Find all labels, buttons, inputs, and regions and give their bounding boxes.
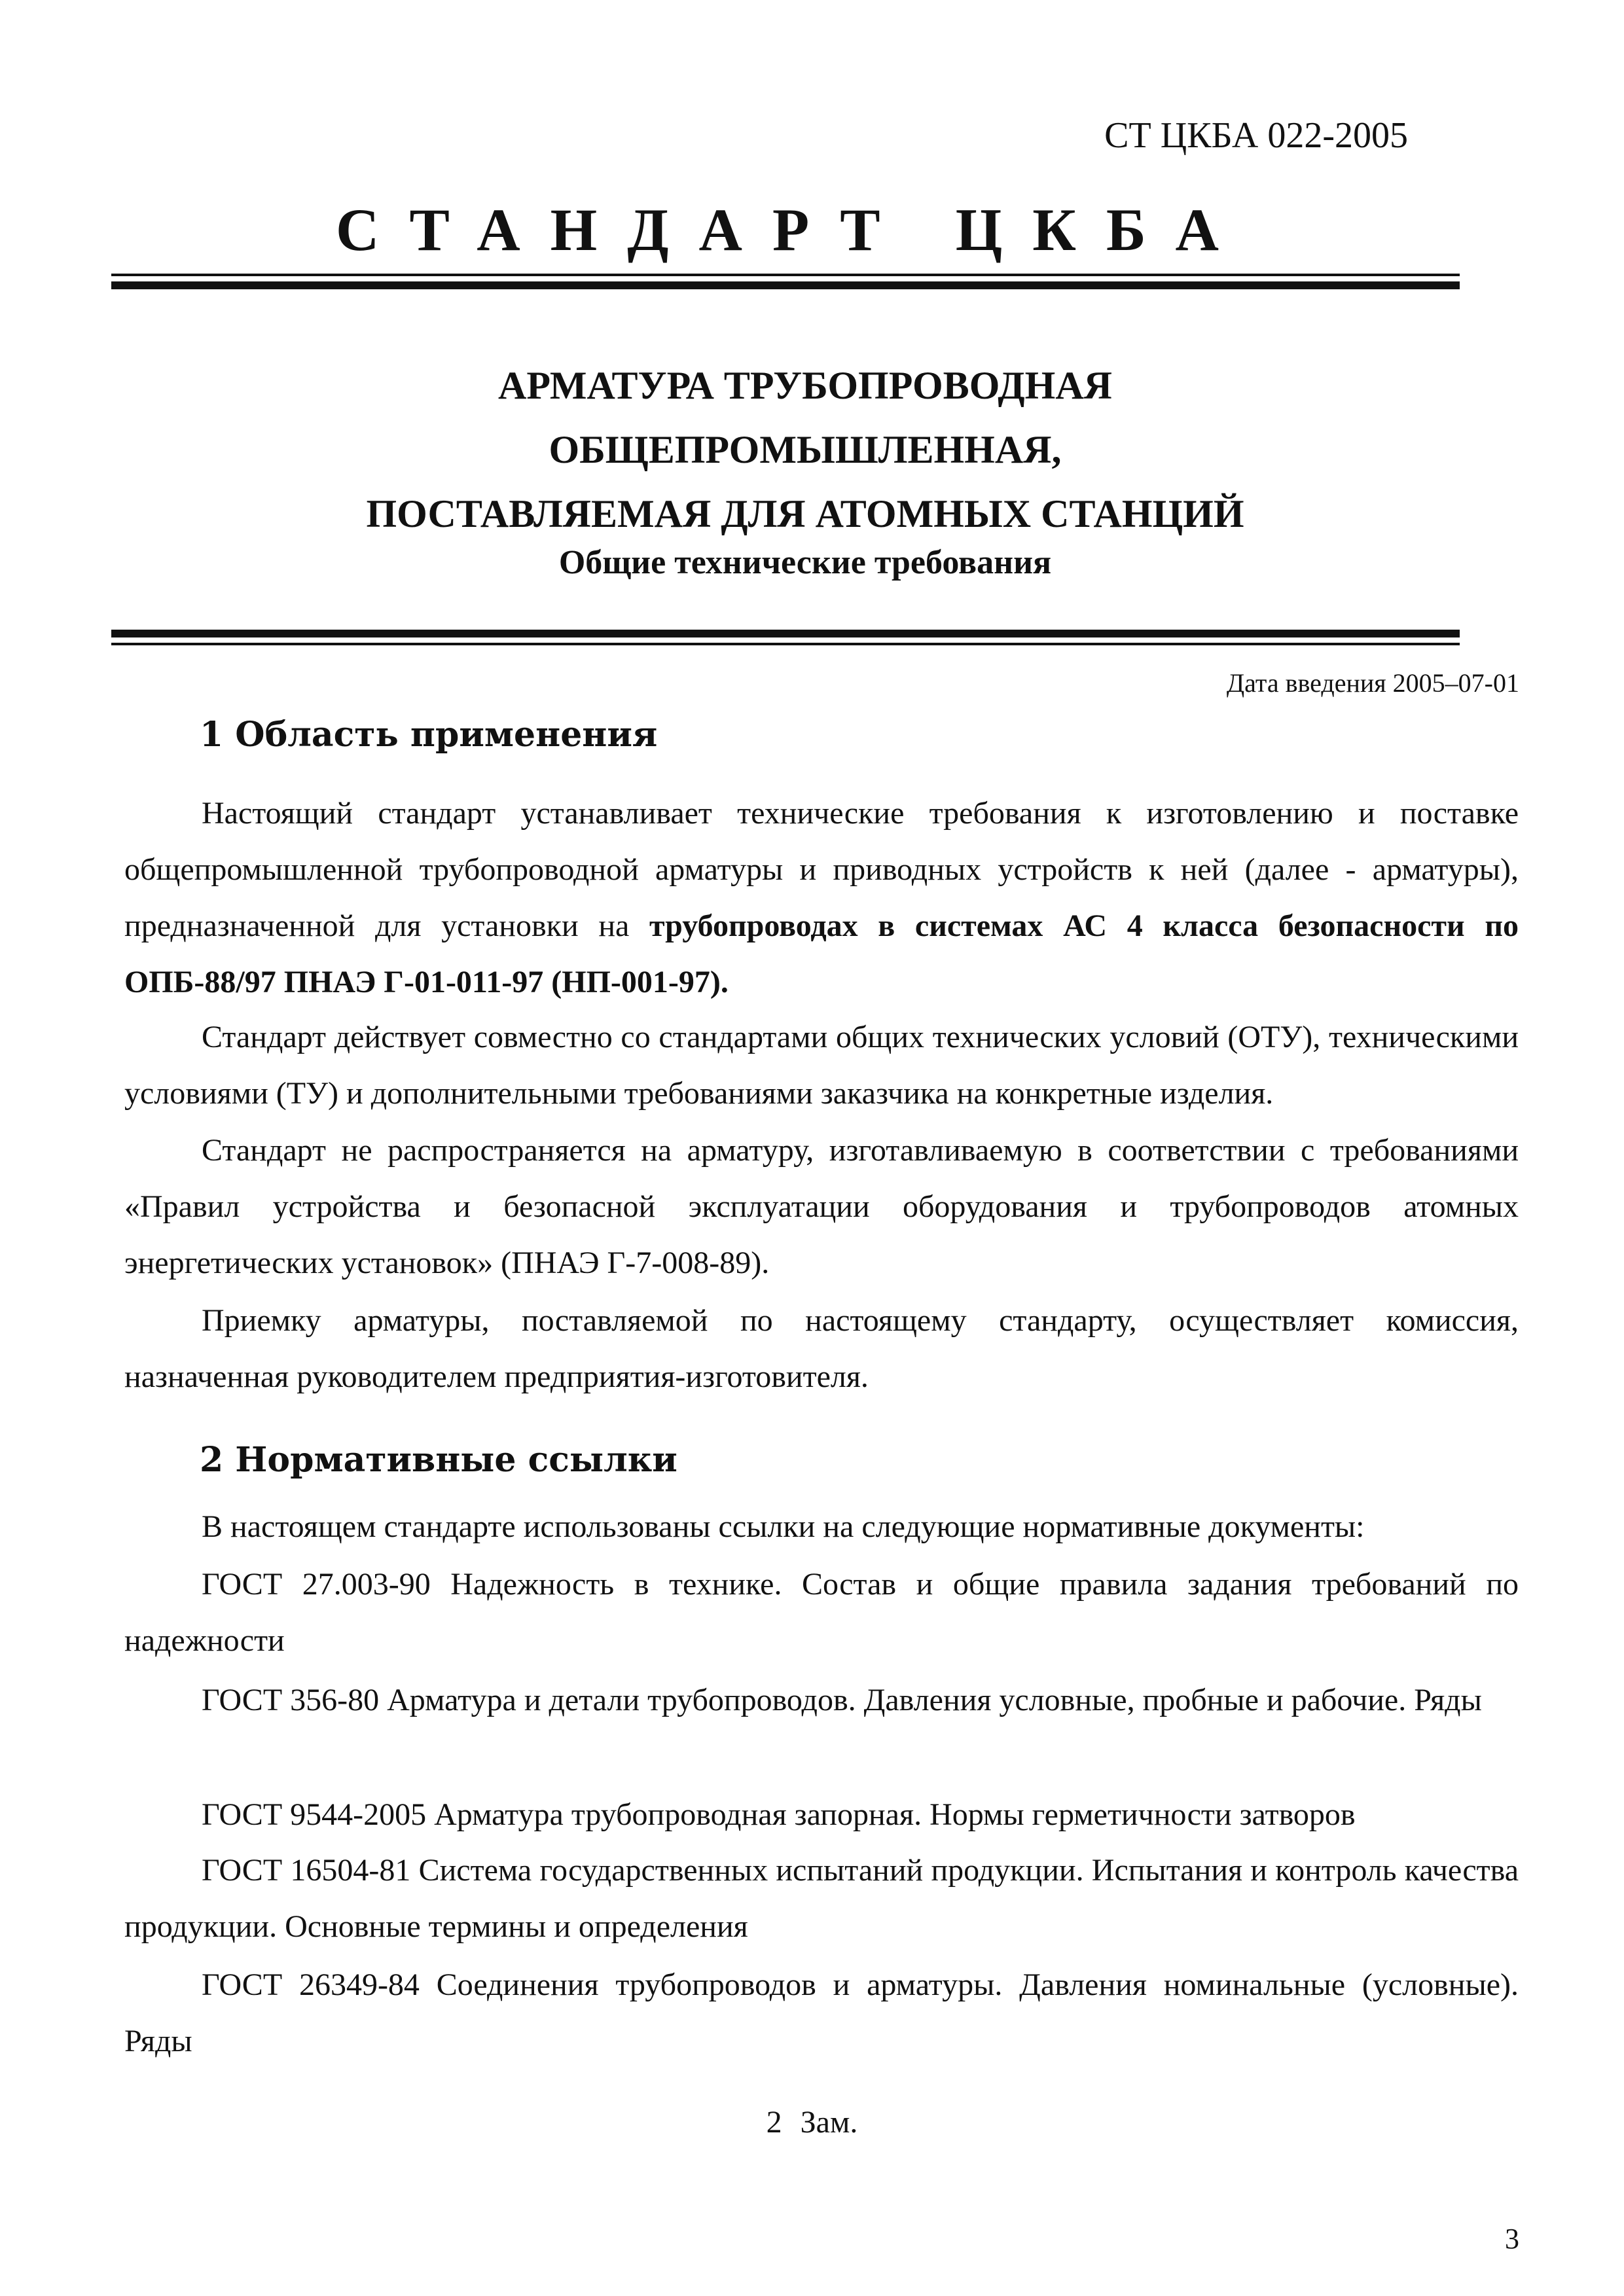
paragraph-text: Приемку арматуры, поставляемой по настоящему стандарту, осуществляет комиссия, назначенная руководителем предприятия-изготовителя. bbox=[124, 1303, 1519, 1394]
document-designation: СТ ЦКБА 022-2005 bbox=[1104, 115, 1408, 156]
section-1-paragraph-1 bbox=[124, 785, 1519, 1011]
introduction-date: Дата введения 2005–07-01 bbox=[1226, 668, 1519, 698]
reference-text: ГОСТ 16504-81 Система государственных испытаний продукции. Испытания и контроль качества продукции. Основные термины и определения bbox=[124, 1853, 1519, 1944]
reference-item bbox=[124, 1842, 1519, 1955]
change-label: Зам. bbox=[800, 2105, 858, 2140]
reference-item bbox=[124, 1672, 1519, 1729]
change-number: 2 bbox=[766, 2105, 782, 2140]
section-2-heading: 2 Нормативные ссылки bbox=[200, 1440, 677, 1480]
reference-item bbox=[124, 1556, 1519, 1669]
title-line-2: ОБЩЕПРОМЫШЛЕННАЯ, bbox=[549, 428, 1062, 471]
section-1-paragraph-2 bbox=[124, 1009, 1519, 1122]
reference-text: ГОСТ 356-80 Арматура и детали трубопроводов. Давления условные, пробные и рабочие. Ряды bbox=[202, 1683, 1482, 1717]
paragraph-text: Стандарт не распространяется на арматуру, изготавливаемую в соответствии с требованиями «Правил устройства и безопасной эксплуатации оборудования и трубопроводов атомных энергетических установок» (ПНАЭ Г-7-008-89). bbox=[124, 1133, 1519, 1280]
standard-label: СТАНДАРТ ЦКБА bbox=[336, 196, 1249, 263]
reference-text: ГОСТ 9544-2005 Арматура трубопроводная запорная. Нормы герметичности затворов bbox=[202, 1797, 1356, 1832]
title-line-1: АРМАТУРА ТРУБОПРОВОДНАЯ bbox=[498, 364, 1112, 407]
reference-item bbox=[124, 1957, 1519, 2070]
title-line-3: ПОСТАВЛЯЕМАЯ ДЛЯ АТОМНЫХ СТАНЦИЙ bbox=[366, 492, 1244, 535]
reference-text: ГОСТ 27.003-90 Надежность в технике. Состав и общие правила задания требований по надежности bbox=[124, 1567, 1519, 1658]
top-double-rule bbox=[111, 274, 1460, 289]
document-subtitle: Общие технические требования bbox=[558, 544, 1052, 581]
paragraph-text: Стандарт действует совместно со стандартами общих технических условий (ОТУ), техническими условиями (ТУ) и дополнительными требованиями заказчика на конкретные изделия. bbox=[124, 1020, 1519, 1111]
reference-text: ГОСТ 26349-84 Соединения трубопроводов и арматуры. Давления номинальные (условные). Ряды bbox=[124, 1967, 1519, 2058]
change-mark bbox=[0, 2104, 1624, 2140]
section-1-paragraph-4 bbox=[124, 1293, 1519, 1405]
section-1-heading: 1 Область применения bbox=[200, 715, 658, 755]
paragraph-bold-text: трубопроводах в системах АС 4 класса безопасности по ОПБ-88/97 ПНАЭ Г-01-011-97 (НП-001-97). bbox=[124, 908, 1519, 999]
paragraph-text: Настоящий стандарт устанавливает технические требования к изготовлению и поставке общепромышленной трубопроводной арматуры и приводных устройств к ней (далее - арматуры), предназначенной для установки на bbox=[124, 796, 1519, 943]
document-title bbox=[111, 353, 1499, 546]
section-1-paragraph-3 bbox=[124, 1122, 1519, 1291]
page-number: 3 bbox=[1505, 2223, 1519, 2255]
reference-item bbox=[124, 1787, 1519, 1843]
bottom-double-rule bbox=[111, 630, 1460, 645]
paragraph-text: В настоящем стандарте использованы ссылки на следующие нормативные документы: bbox=[202, 1509, 1365, 1544]
section-2-intro bbox=[124, 1499, 1519, 1555]
